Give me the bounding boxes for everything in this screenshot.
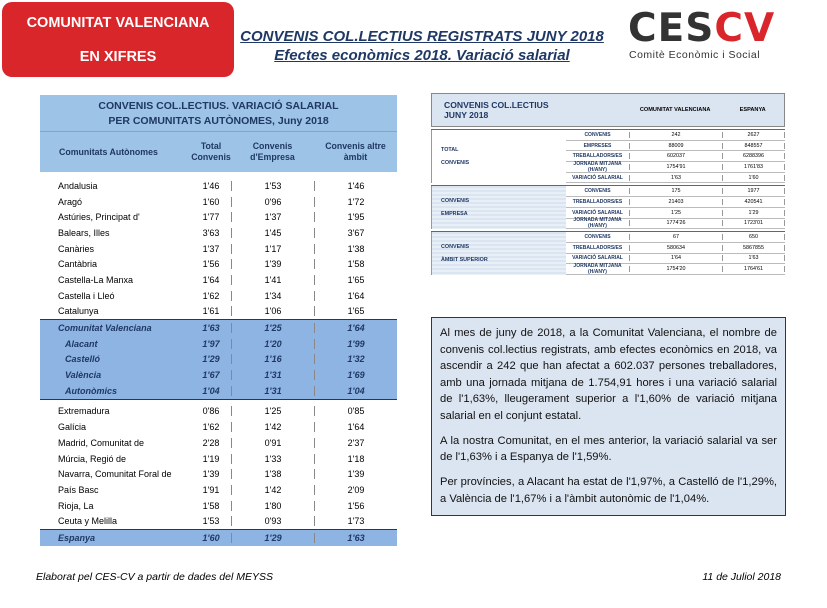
company-value: 1'17 bbox=[231, 244, 314, 254]
summary-text-box bbox=[431, 317, 786, 516]
metric-name: VARIACIÓ SALARIAL bbox=[572, 209, 623, 216]
other-value: 1'04 bbox=[314, 386, 397, 396]
other-value: 1'99 bbox=[314, 339, 397, 349]
other-value: 1'39 bbox=[314, 469, 397, 479]
table-header bbox=[40, 131, 397, 172]
table-row bbox=[40, 383, 397, 399]
convenis-summary-table bbox=[431, 93, 785, 275]
cv-value: 1'63 bbox=[629, 175, 722, 181]
table-row bbox=[40, 272, 397, 288]
region-name: Espanya bbox=[58, 532, 96, 543]
table-row bbox=[566, 162, 785, 173]
other-value: 2'09 bbox=[314, 485, 397, 495]
total-value: 1'60 bbox=[202, 196, 220, 207]
company-value: 0'91 bbox=[231, 438, 314, 448]
total-value: 2'28 bbox=[202, 437, 220, 448]
table-row bbox=[566, 197, 785, 208]
table-row bbox=[40, 513, 397, 529]
total-value: 1'62 bbox=[202, 290, 220, 301]
company-value: 1'33 bbox=[231, 454, 314, 464]
company-value: 0'93 bbox=[231, 516, 314, 526]
total-value: 1'04 bbox=[202, 385, 220, 396]
company-value: 1'06 bbox=[231, 306, 314, 316]
table-row bbox=[566, 130, 785, 141]
region-name: Comunitat Valenciana bbox=[58, 323, 152, 334]
es-value: 1'63 bbox=[722, 255, 785, 261]
source-note: Elaborat pel CES-CV a partir de dades del MEYSS bbox=[36, 571, 273, 583]
total-value: 1'53 bbox=[202, 516, 220, 527]
total-value: 3'63 bbox=[202, 227, 220, 238]
cv-value: 580634 bbox=[629, 245, 722, 251]
region-name: Castella-La Manxa bbox=[58, 274, 134, 285]
table-row bbox=[40, 256, 397, 272]
col-header-other: Convenis altre àmbit bbox=[325, 141, 386, 162]
cv-value: 67 bbox=[629, 234, 722, 240]
summary-group bbox=[431, 185, 785, 229]
table-row bbox=[40, 419, 397, 435]
other-value: 3'67 bbox=[314, 228, 397, 238]
total-value: 1'63 bbox=[202, 323, 220, 334]
region-badge bbox=[2, 2, 234, 77]
table-row bbox=[40, 367, 397, 383]
table-row bbox=[40, 530, 397, 546]
table-row bbox=[40, 451, 397, 467]
metric-name: JORNADA MITJANA (H/ANY) bbox=[573, 217, 622, 230]
badge-line2: EN XIFRES bbox=[79, 49, 157, 65]
cv-value: 1'25 bbox=[629, 210, 722, 216]
table-row bbox=[40, 482, 397, 498]
es-value: 420541 bbox=[722, 199, 785, 205]
summary-paragraph: Per províncies, a Alacant ha estat de l'1,97%, a Castelló de l'1,29%, a València de l'1,67% i a l'àmbit autonòmic de l'1,04%. bbox=[440, 476, 777, 505]
total-value: 1'64 bbox=[202, 274, 220, 285]
col-header-company: Convenis d'Empresa bbox=[250, 141, 295, 162]
company-value: 1'31 bbox=[231, 386, 314, 396]
total-value: 1'67 bbox=[202, 370, 220, 381]
col-header-total: Total Convenis bbox=[191, 141, 231, 162]
metric-name: CONVENIS bbox=[584, 234, 611, 241]
total-value: 1'61 bbox=[202, 306, 220, 317]
table-row bbox=[566, 243, 785, 254]
table-row bbox=[566, 186, 785, 197]
region-name: Catalunya bbox=[58, 306, 99, 317]
region-name: València bbox=[65, 370, 102, 381]
summary-group bbox=[431, 129, 785, 183]
ces-cv-logo bbox=[628, 8, 788, 62]
region-name: Cantàbria bbox=[58, 259, 98, 270]
logo-tagline: Comitè Econòmic i Social bbox=[629, 49, 761, 61]
metric-name: JORNADA MITJANA (H/ANY) bbox=[573, 160, 622, 173]
table-title bbox=[40, 95, 397, 131]
other-value: 1'64 bbox=[314, 323, 397, 333]
table-row bbox=[40, 498, 397, 514]
summary-group bbox=[431, 231, 785, 275]
region-name: Madrid, Comunitat de bbox=[58, 437, 145, 448]
group-label bbox=[431, 232, 566, 275]
other-value: 1'73 bbox=[314, 516, 397, 526]
cv-value: 242 bbox=[629, 132, 722, 138]
other-value: 1'69 bbox=[314, 370, 397, 380]
total-value: 1'91 bbox=[202, 484, 220, 495]
table-row bbox=[566, 173, 785, 184]
company-value: 1'53 bbox=[231, 181, 314, 191]
region-name: Andalusia bbox=[58, 180, 98, 191]
table-row bbox=[40, 352, 397, 368]
col-header-es: ESPANYA bbox=[739, 107, 766, 113]
company-value: 1'25 bbox=[231, 406, 314, 416]
group-label-line: CONVENIS bbox=[441, 159, 470, 166]
table-title-line2: PER COMUNITATS AUTÒNOMES, Juny 2018 bbox=[108, 115, 329, 127]
metric-name: TREBALLADORS/ES bbox=[572, 153, 623, 160]
total-value: 1'39 bbox=[202, 469, 220, 480]
table-row bbox=[40, 466, 397, 482]
metric-name: TREBALLADORS/ES bbox=[572, 198, 623, 205]
cv-value: 602037 bbox=[629, 153, 722, 159]
es-value: 1'29 bbox=[722, 210, 785, 216]
region-name: Aragó bbox=[58, 196, 83, 207]
company-value: 0'96 bbox=[231, 197, 314, 207]
company-value: 1'31 bbox=[231, 370, 314, 380]
region-name: Alacant bbox=[65, 338, 98, 349]
es-value: 5867855 bbox=[722, 245, 785, 251]
region-name: Navarra, Comunitat Foral de bbox=[58, 469, 172, 480]
summary-header bbox=[431, 93, 785, 127]
group-label-line: ÀMBIT SUPERIOR bbox=[441, 256, 488, 263]
logo-brand-a: CES bbox=[628, 6, 715, 51]
total-value: 1'29 bbox=[202, 354, 220, 365]
es-value: 1977 bbox=[722, 188, 785, 194]
group-label-line: EMPRESA bbox=[441, 210, 468, 217]
summary-paragraph: Al mes de juny de 2018, a la Comunitat Valenciana, el nombre de convenis col.lectius registrats, amb efectes econòmics en 2018, va ascendir a 242 que han afectat a 602.037 persones treballadores, amb una jornada mitjana de 1.754,91 hores i una variació salarial de l'1,63%, lleugerament superior a l'1,60% de variació mitjana salarial en el conjunt estatal. bbox=[440, 327, 777, 422]
company-value: 1'34 bbox=[231, 291, 314, 301]
region-name: Canàries bbox=[58, 243, 95, 254]
company-value: 1'39 bbox=[231, 259, 314, 269]
company-value: 1'42 bbox=[231, 485, 314, 495]
es-value: 650 bbox=[722, 234, 785, 240]
total-value: 1'60 bbox=[202, 532, 220, 543]
table-row bbox=[40, 304, 397, 320]
cv-value: 88009 bbox=[629, 143, 722, 149]
cv-value: 1774'26 bbox=[629, 220, 722, 226]
es-value: 1'60 bbox=[722, 175, 785, 181]
total-value: 1'46 bbox=[202, 180, 220, 191]
region-name: Múrcia, Regió de bbox=[58, 453, 127, 464]
table-row bbox=[40, 194, 397, 210]
summary-paragraph: A la nostra Comunitat, en el mes anterior, la variació salarial va ser de l'1,63% i a Espanya de l'1,59%. bbox=[440, 434, 777, 463]
other-value: 1'18 bbox=[314, 454, 397, 464]
table-row bbox=[40, 435, 397, 451]
summary-title: CONVENIS COL.LECTIUS JUNY 2018 bbox=[444, 100, 549, 120]
table-row bbox=[40, 288, 397, 304]
table-row bbox=[566, 141, 785, 152]
other-value: 1'65 bbox=[314, 306, 397, 316]
region-name: Castella i Lleó bbox=[58, 290, 115, 301]
other-value: 1'64 bbox=[314, 291, 397, 301]
other-value: 1'56 bbox=[314, 501, 397, 511]
col-header-cv: COMUNITAT VALENCIANA bbox=[639, 107, 711, 113]
es-value: 2627 bbox=[722, 132, 785, 138]
table-row bbox=[40, 320, 397, 336]
es-value: 1761'83 bbox=[722, 164, 785, 170]
cv-value: 1754'20 bbox=[629, 266, 722, 272]
other-value: 1'72 bbox=[314, 197, 397, 207]
total-value: 1'62 bbox=[202, 422, 220, 433]
metric-name: VARIACIÓ SALARIAL bbox=[572, 174, 623, 181]
company-value: 1'41 bbox=[231, 275, 314, 285]
table-row bbox=[40, 178, 397, 194]
cv-value: 21403 bbox=[629, 199, 722, 205]
cv-value: 1'64 bbox=[629, 255, 722, 261]
other-value: 1'95 bbox=[314, 212, 397, 222]
other-value: 1'64 bbox=[314, 422, 397, 432]
region-name: Rioja, La bbox=[58, 500, 94, 511]
region-name: Astúries, Principat d' bbox=[58, 212, 140, 223]
metric-name: TREBALLADORS/ES bbox=[572, 244, 623, 251]
es-value: 1723'01 bbox=[722, 220, 785, 226]
other-value: 1'32 bbox=[314, 354, 397, 364]
cv-value: 175 bbox=[629, 188, 722, 194]
region-name: País Basc bbox=[58, 484, 99, 495]
es-value: 848557 bbox=[722, 143, 785, 149]
company-value: 1'16 bbox=[231, 354, 314, 364]
region-name: Balears, Illes bbox=[58, 227, 110, 238]
group-label-line: TOTAL bbox=[441, 146, 459, 153]
es-value: 6288396 bbox=[722, 153, 785, 159]
table-row bbox=[566, 232, 785, 243]
other-value: 1'63 bbox=[314, 533, 397, 543]
logo-brand-b: CV bbox=[714, 6, 776, 51]
company-value: 1'25 bbox=[231, 323, 314, 333]
group-label bbox=[431, 130, 566, 183]
total-value: 1'37 bbox=[202, 243, 220, 254]
table-row bbox=[566, 264, 785, 275]
cv-value: 1754'91 bbox=[629, 164, 722, 170]
metric-name: VARIACIÓ SALARIAL bbox=[572, 255, 623, 262]
group-label-line: CONVENIS bbox=[441, 243, 470, 250]
other-value: 1'38 bbox=[314, 244, 397, 254]
table-row bbox=[40, 209, 397, 225]
region-name: Extremadura bbox=[58, 406, 110, 417]
region-name: Galícia bbox=[58, 422, 87, 433]
table-row bbox=[40, 336, 397, 352]
region-name: Autonòmics bbox=[65, 385, 118, 396]
metric-name: CONVENIS bbox=[584, 131, 611, 138]
badge-line1: COMUNITAT VALENCIANA bbox=[26, 15, 210, 31]
group-label-line: CONVENIS bbox=[441, 197, 470, 204]
total-value: 1'58 bbox=[202, 500, 220, 511]
group-label bbox=[431, 186, 566, 229]
table-row bbox=[40, 225, 397, 241]
table-row bbox=[566, 219, 785, 230]
total-value: 1'19 bbox=[202, 453, 220, 464]
other-value: 1'46 bbox=[314, 181, 397, 191]
table-title-line1: CONVENIS COL.LECTIUS. VARIACIÓ SALARIAL bbox=[98, 100, 339, 112]
region-name: Ceuta y Melilla bbox=[58, 516, 118, 527]
regions-salary-table bbox=[40, 95, 397, 546]
metric-name: JORNADA MITJANA (H/ANY) bbox=[573, 263, 622, 276]
es-value: 1764'61 bbox=[722, 266, 785, 272]
region-name: Castelló bbox=[65, 354, 101, 365]
other-value: 1'65 bbox=[314, 275, 397, 285]
page-title: CONVENIS COL.LECTIUS REGISTRATS JUNY 2018 bbox=[240, 28, 604, 45]
company-value: 1'42 bbox=[231, 422, 314, 432]
page-subtitle: Efectes econòmics 2018. Variació salarial bbox=[274, 47, 570, 64]
total-value: 1'97 bbox=[202, 338, 220, 349]
total-value: 0'86 bbox=[202, 406, 220, 417]
company-value: 1'80 bbox=[231, 501, 314, 511]
metric-name: CONVENIS bbox=[584, 188, 611, 195]
other-value: 1'58 bbox=[314, 259, 397, 269]
total-value: 1'56 bbox=[202, 259, 220, 270]
company-value: 1'20 bbox=[231, 339, 314, 349]
other-value: 2'37 bbox=[314, 438, 397, 448]
company-value: 1'45 bbox=[231, 228, 314, 238]
company-value: 1'37 bbox=[231, 212, 314, 222]
table-row bbox=[40, 404, 397, 420]
publish-date: 11 de Juliol 2018 bbox=[702, 571, 781, 583]
other-value: 0'85 bbox=[314, 406, 397, 416]
col-header-region: Comunitats Autònomes bbox=[59, 146, 158, 157]
company-value: 1'29 bbox=[231, 533, 314, 543]
total-value: 1'77 bbox=[202, 212, 220, 223]
metric-name: EMPRESES bbox=[583, 142, 612, 149]
company-value: 1'38 bbox=[231, 469, 314, 479]
table-row bbox=[40, 241, 397, 257]
